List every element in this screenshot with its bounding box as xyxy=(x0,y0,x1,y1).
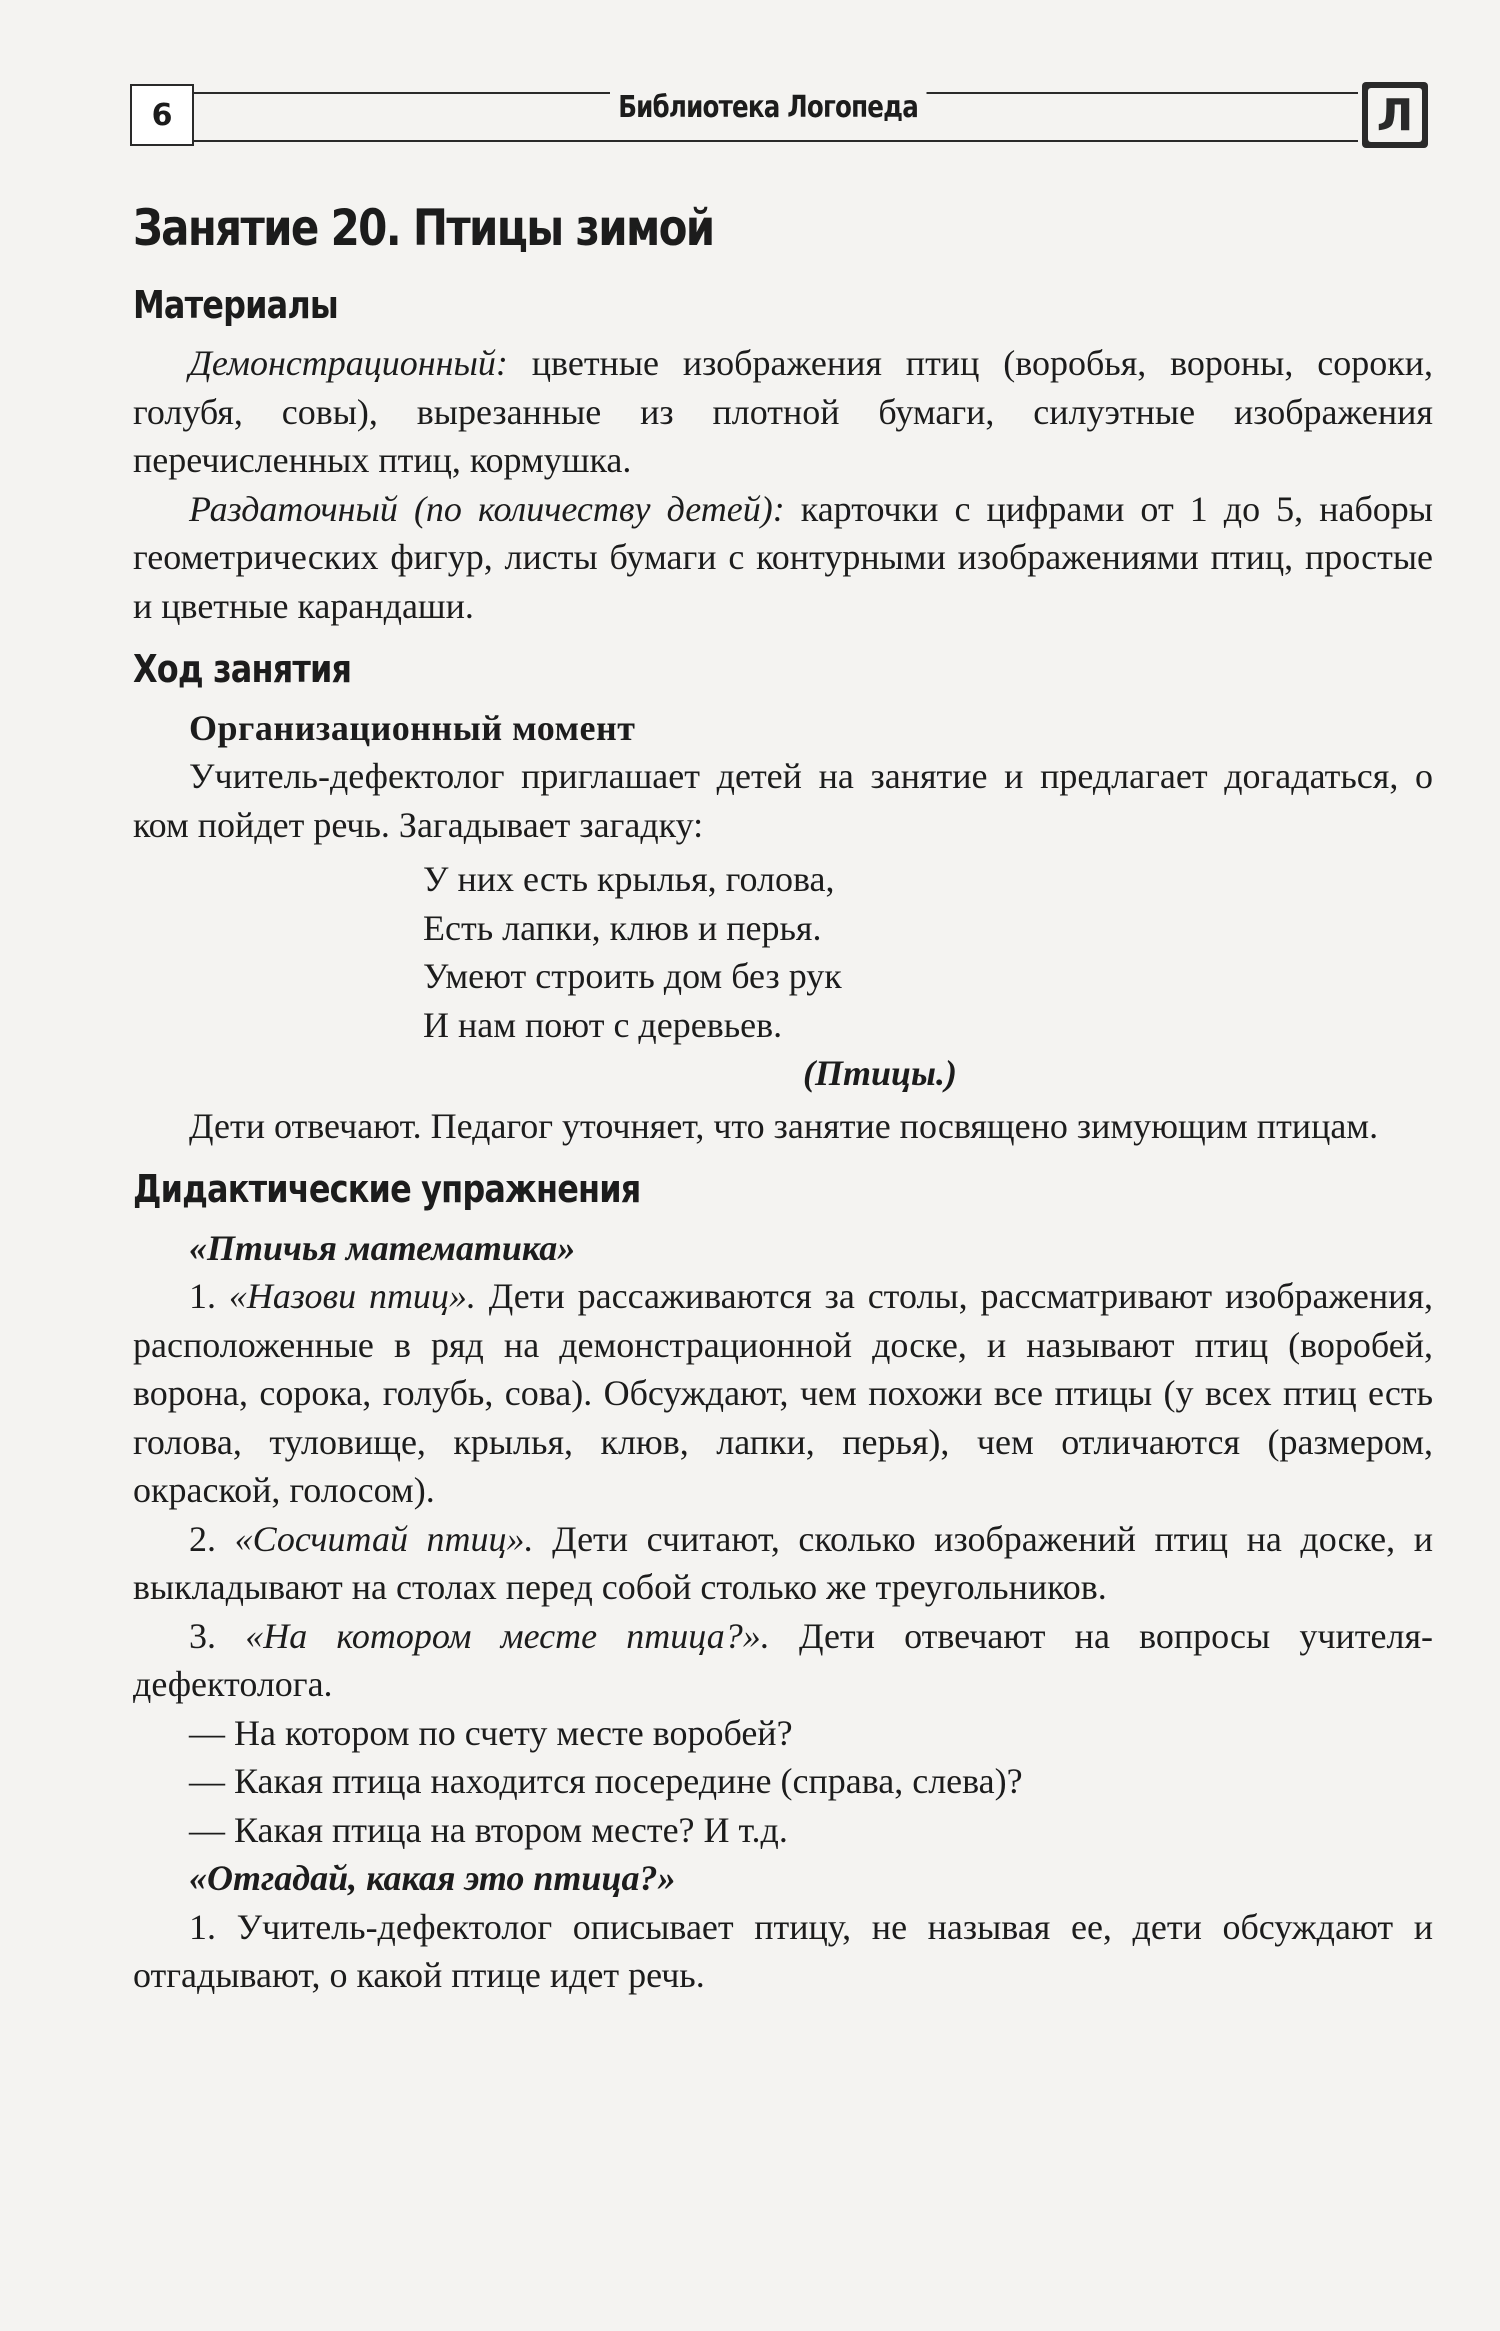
org-moment-text: Учитель-дефектолог приглашает детей на занятие и предлагает догадаться, о ком пойдет речь. Загадывает загадку: xyxy=(133,756,1433,845)
riddle-line: У них есть крылья, голова, xyxy=(423,859,835,899)
demo-label: Демонстрационный: xyxy=(189,343,508,383)
demo-text: цветные изображения птиц (воробья, вороны, сороки, голубя, совы), вырезанные из плотной бумаги, силуэтные изображения перечисленных птиц, кормушка. xyxy=(133,343,1433,480)
course-heading: Ход занятия xyxy=(133,647,352,691)
handout-text: карточки с цифрами от 1 до 5, наборы геометрических фигур, листы бумаги с контурными изображениями птиц, простые и цветные карандаши. xyxy=(133,488,1433,626)
page-content xyxy=(133,200,1433,2000)
question-line: — Какая птица находится посередине (справа, слева)? xyxy=(189,1761,1023,1801)
item-label: «На котором месте птица?». xyxy=(245,1615,770,1656)
page-number: 6 xyxy=(130,84,194,146)
exercise-item-1 xyxy=(133,1272,1433,1515)
riddle-answer: (Птицы.) xyxy=(803,1053,958,1093)
after-riddle-text: Дети отвечают. Педагог уточняет, что занятие посвящено зимующим птицам. xyxy=(189,1105,1379,1146)
running-title: Библиотека Логопеда xyxy=(610,90,926,125)
game2-title: «Отгадай, какая это птица?» xyxy=(189,1858,676,1898)
riddle-line: Умеют строить дом без рук xyxy=(423,956,842,996)
question-line: — На котором по счету месте воробей? xyxy=(189,1712,793,1753)
riddle-line: И нам поют с деревьев. xyxy=(423,1004,783,1045)
item-number: 3. xyxy=(189,1615,246,1656)
item-text: Дети считают, сколько изображений птиц на доске, и выкладывают на столах перед собой столько же треугольников. xyxy=(133,1518,1433,1607)
publisher-logo-icon xyxy=(1362,82,1428,148)
handout-label: Раздаточный (по количеству детей): xyxy=(189,488,785,529)
game1-title: «Птичья математика» xyxy=(189,1227,576,1268)
item-label: «Назови птиц». xyxy=(228,1276,476,1316)
item-text: Дети отвечают на вопросы учителя-дефектолога. xyxy=(133,1615,1433,1704)
item-text: Дети рассаживаются за столы, рассматривают изображения, расположенные в ряд на демонстрационной доске, и называют птиц (воробей, ворона, сорока, голубь, сова). Обсуждают, чем похожи все птицы (у всех птиц есть голова, туловище, крылья, клюв, лапки, перья), чем отличаются (размером, окраской, голосом). xyxy=(133,1276,1433,1510)
materials-demo-paragraph xyxy=(133,339,1433,485)
riddle-poem xyxy=(133,855,1433,1098)
item-label: «Сосчитай птиц». xyxy=(234,1518,534,1559)
exercise-item-2 xyxy=(133,1515,1433,1612)
item-number: 2. xyxy=(189,1518,235,1559)
question-line: — Какая птица на втором месте? И т.д. xyxy=(189,1809,788,1850)
logo-letter: Л xyxy=(1368,88,1422,142)
lesson-title: Занятие 20. Птицы зимой xyxy=(133,199,714,257)
page-header xyxy=(130,84,1428,150)
game2-item-1: 1. Учитель-дефектолог описывает птицу, не называя ее, дети обсуждают и отгадывают, о какой птице идет речь. xyxy=(133,1906,1433,1995)
exercise-item-3 xyxy=(133,1612,1433,1709)
riddle-line: Есть лапки, клюв и перья. xyxy=(423,907,822,948)
materials-handout-paragraph xyxy=(133,485,1433,631)
exercises-heading: Дидактические упражнения xyxy=(133,1167,641,1211)
item-number: 1. xyxy=(189,1276,229,1316)
materials-heading: Материалы xyxy=(133,282,338,327)
org-moment-heading: Организационный момент xyxy=(189,707,636,748)
